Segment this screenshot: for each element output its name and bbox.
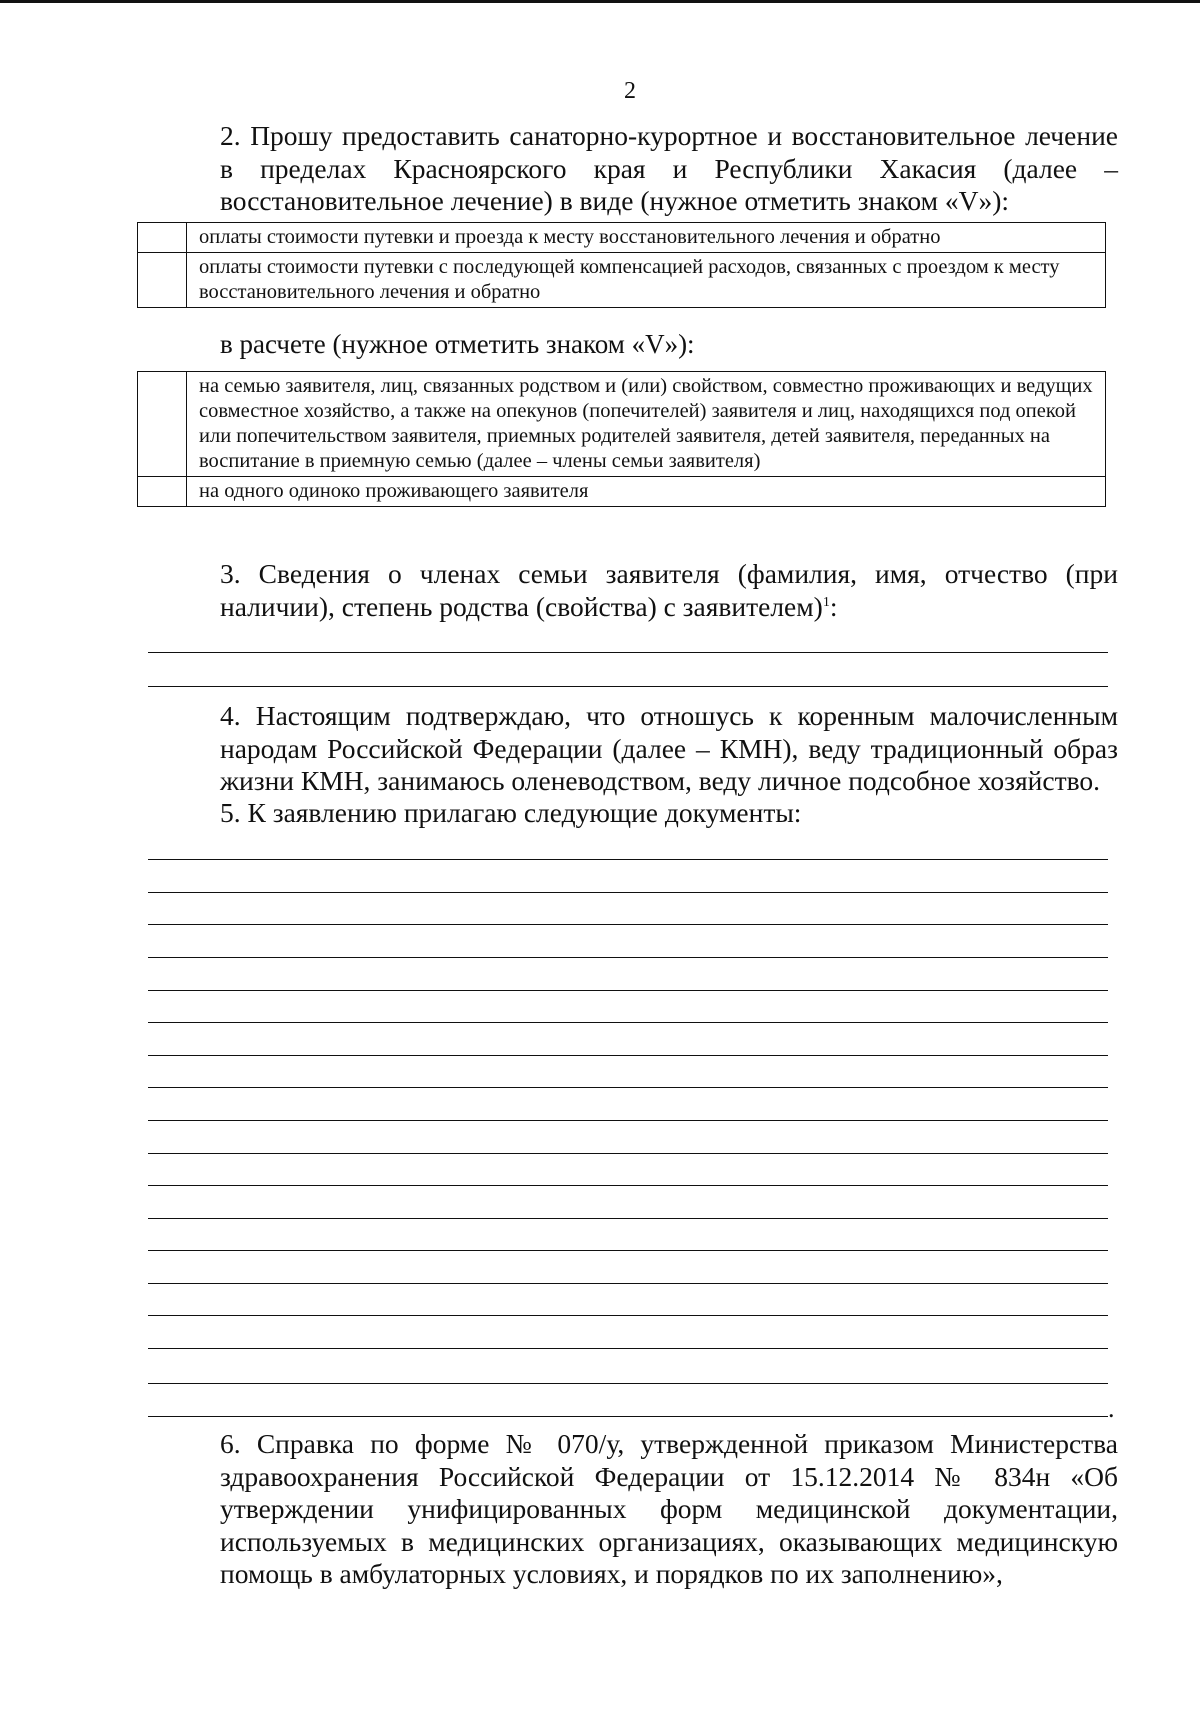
section-6-paragraph bbox=[148, 1428, 1118, 1591]
documents-line[interactable] bbox=[148, 957, 1108, 958]
calculation-option-1-checkbox[interactable] bbox=[138, 372, 187, 477]
treatment-option-row bbox=[138, 253, 1106, 308]
documents-line[interactable] bbox=[148, 1055, 1108, 1056]
treatment-option-2-label: оплаты стоимости путевки с последующей компенсацией расходов, связанных с проездом к месту восстановительного лечения и обратно bbox=[187, 253, 1106, 308]
documents-line[interactable] bbox=[148, 1283, 1108, 1284]
page-number: 2 bbox=[624, 78, 636, 104]
calculation-options bbox=[137, 371, 1106, 507]
documents-line[interactable] bbox=[148, 859, 1108, 860]
section-3-text: 3. Сведения о членах семьи заявителя (фамилия, имя, отчество (при наличии), степень родства (свойства) с заявителем) bbox=[220, 558, 1118, 622]
documents-line[interactable] bbox=[148, 1348, 1108, 1349]
section-4-paragraph bbox=[148, 700, 1118, 798]
section-5-paragraph bbox=[148, 797, 1118, 830]
treatment-option-1-label: оплаты стоимости путевки и проезда к месту восстановительного лечения и обратно bbox=[187, 223, 1106, 253]
calculation-option-1-label: на семью заявителя, лиц, связанных родством и (или) свойством, совместно проживающих и ведущих совместное хозяйство, а также на опекунов (попечителей) заявителя и лиц, находящихся под опекой или попечительством заявителя, приемных родителей заявителя, детей заявителя, переданных на воспитание в приемную семью (далее – члены семьи заявителя) bbox=[187, 372, 1106, 477]
documents-line[interactable] bbox=[148, 1250, 1108, 1251]
calculation-label: в расчете (нужное отметить знаком «V»): bbox=[220, 329, 695, 359]
section-3-paragraph bbox=[148, 558, 1118, 623]
documents-end-mark: . bbox=[1108, 1394, 1115, 1423]
treatment-type-options bbox=[137, 222, 1106, 308]
documents-line[interactable] bbox=[148, 1218, 1108, 1219]
footnote-marker: 1 bbox=[822, 594, 830, 610]
page-top-border bbox=[0, 0, 1200, 3]
section-6-text: 6. Справка по форме № 070/у, утвержденной приказом Министерства здравоохранения Российской Федерации от 15.12.2014 № 834н «Об утверждении унифицированных форм медицинской документации, используемых в медицинских организациях, оказывающих медицинскую помощь в амбулаторных условиях, и порядков по их заполнению», bbox=[220, 1428, 1118, 1589]
documents-line[interactable] bbox=[148, 1022, 1108, 1023]
treatment-option-row bbox=[138, 223, 1106, 253]
section-2-paragraph bbox=[148, 120, 1118, 218]
documents-line[interactable] bbox=[148, 1185, 1108, 1186]
calculation-option-2-checkbox[interactable] bbox=[138, 477, 187, 507]
section-5-text: 5. К заявлению прилагаю следующие документы: bbox=[220, 797, 802, 828]
treatment-option-2-checkbox[interactable] bbox=[138, 253, 187, 308]
section-4-text: 4. Настоящим подтверждаю, что отношусь к коренным малочисленным народам Российской Федерации (далее – КМН), веду традиционный образ жизни КМН, занимаюсь оленеводством, веду личное подсобное хозяйство. bbox=[220, 700, 1118, 796]
documents-line[interactable] bbox=[148, 1087, 1108, 1088]
calculation-option-2-label: на одного одиноко проживающего заявителя bbox=[187, 477, 1106, 507]
section-3-colon: : bbox=[829, 590, 838, 622]
calculation-option-row bbox=[138, 372, 1106, 477]
documents-line[interactable] bbox=[148, 924, 1108, 925]
family-members-line[interactable] bbox=[148, 652, 1108, 653]
documents-line[interactable] bbox=[148, 990, 1108, 991]
section-2-text: 2. Прошу предоставить санаторно-курортное и восстановительное лечение в пределах Красноярского края и Республики Хакасия (далее – восстановительное лечение) в виде (нужное отметить знаком «V»): bbox=[220, 120, 1118, 216]
documents-line[interactable] bbox=[148, 1120, 1108, 1121]
calculation-option-row bbox=[138, 477, 1106, 507]
documents-line[interactable] bbox=[148, 1383, 1108, 1384]
treatment-option-1-checkbox[interactable] bbox=[138, 223, 187, 253]
documents-line[interactable] bbox=[148, 1153, 1108, 1154]
documents-line[interactable] bbox=[148, 892, 1108, 893]
family-members-line[interactable] bbox=[148, 686, 1108, 687]
documents-line[interactable] bbox=[148, 1315, 1108, 1316]
documents-line[interactable] bbox=[148, 1416, 1108, 1417]
